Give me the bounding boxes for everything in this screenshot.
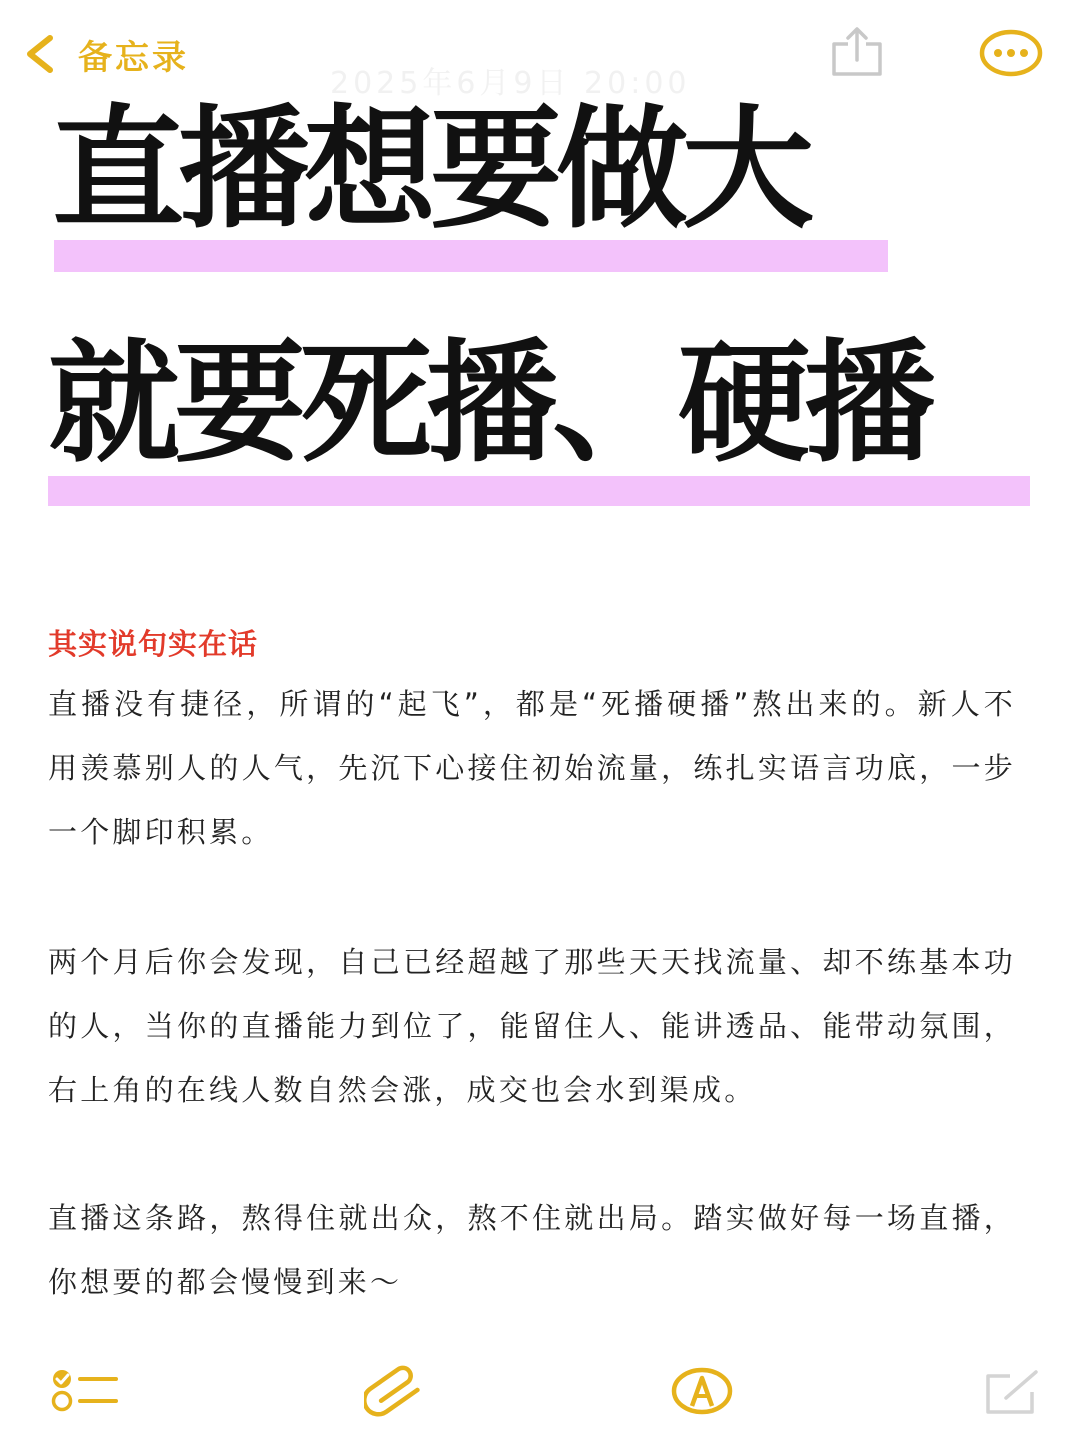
attachment-button[interactable] [364, 1364, 426, 1422]
chevron-left-icon [22, 34, 56, 74]
note-paragraph: 两个月后你会发现，自己已经超越了那些天天找流量、却不练基本功的人，当你的直播能力到位了，能留住人、能讲透品、能带动氛围，右上角的在线人数自然会涨，成交也会水到渠成。 [48, 945, 1016, 1107]
top-navigation-bar [0, 0, 1080, 100]
more-icon [978, 63, 1044, 82]
compose-icon [980, 1405, 1044, 1424]
headline-line-2-text: 就要死播、硬播 [48, 327, 930, 481]
bottom-toolbar [0, 1350, 1080, 1440]
markup-button[interactable] [670, 1364, 734, 1422]
share-button[interactable] [828, 26, 886, 82]
compose-button[interactable] [980, 1366, 1044, 1424]
paperclip-icon [364, 1403, 426, 1422]
more-button[interactable] [978, 28, 1044, 82]
headline-line-1-text: 直播想要做大 [52, 93, 808, 247]
headline-line-2 [48, 327, 930, 481]
checklist-button[interactable] [50, 1368, 120, 1416]
checklist-icon [50, 1397, 120, 1416]
share-icon [828, 63, 886, 82]
note-paragraph: 直播没有捷径，所谓的“起飞”，都是“死播硬播”熬出来的。新人不用羡慕别人的人气，先沉下心接住初始流量，练扎实语言功底，一步一个脚印积累。 [48, 687, 1016, 849]
note-subheading: 其实说句实在话 [48, 627, 259, 661]
markup-icon [670, 1403, 734, 1422]
headline-line-1 [52, 93, 808, 247]
note-paragraph: 直播这条路，熬得住就出众，熬不住就出局。踏实做好每一场直播，你想要的都会慢慢到来～ [48, 1201, 1016, 1299]
back-button-label: 备忘录 [78, 37, 189, 78]
back-button[interactable] [22, 28, 189, 80]
note-date: 2025年6月9日 20:00 [330, 66, 691, 101]
